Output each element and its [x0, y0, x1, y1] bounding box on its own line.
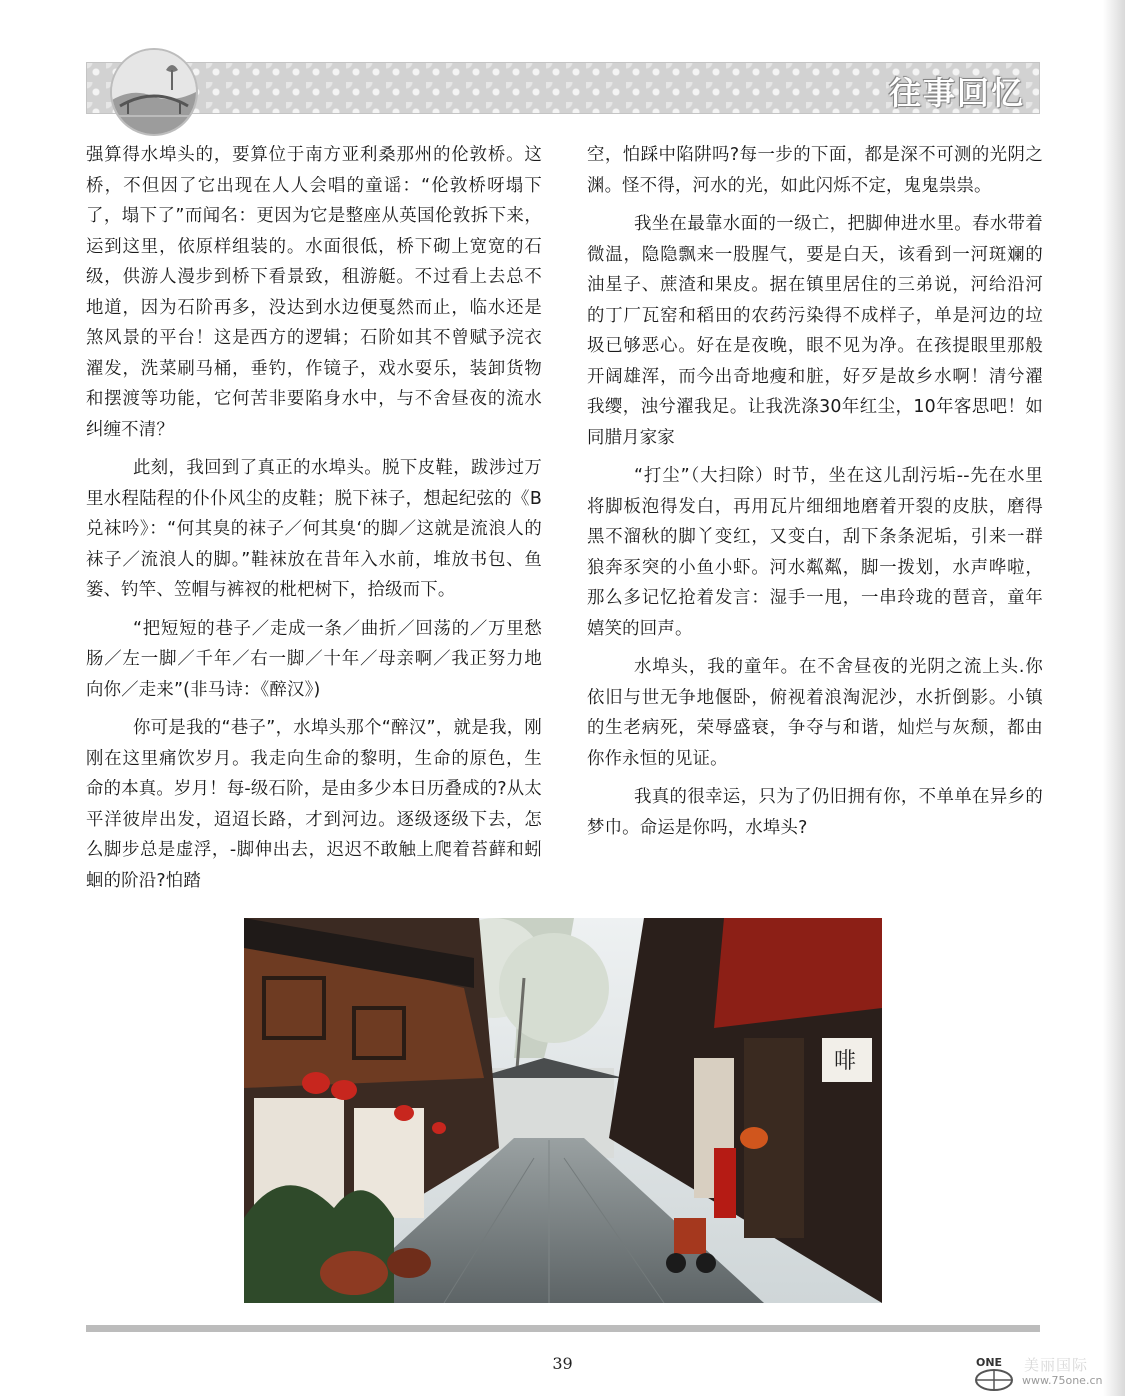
watermark-logo-text: ONE: [976, 1356, 1003, 1369]
paragraph: 强算得水埠头的，要算位于南方亚利桑那州的伦敦桥。这桥，不但因了它出现在人人会唱的童谣：“伦敦桥呀塌下了，塌下了”而闻名：更因为它是整座从英国伦敦拆下来，运到这里，依原样组装的。水面很低，桥下砌上宽宽的石级，供游人漫步到桥下看景致，租游艇。不过看上去总不地道，因为石阶再多，没达到水边便戛然而止，临水还是煞风景的平台！这是西方的逻辑；石阶如其不曾赋予浣衣濯发，洗菜刷马桶，垂钓，作镜子，戏水耍乐，装卸货物和摆渡等功能，它何苦非要陷身水中，与不舍昼夜的流水纠缠不清？: [86, 145, 542, 440]
paragraph: 水埠头，我的童年。在不舍昼夜的光阴之流上头.你依旧与世无争地偃卧，俯视着浪淘泥沙，水折倒影。小镇的生老病死，荣辱盛衰，争夺与和谐，灿烂与灰颓，都由你作永恒的见证。: [587, 657, 1043, 769]
page-edge-shadow: [1103, 0, 1125, 1396]
paragraph: 你可是我的“巷子”，水埠头那个“醉汉”，就是我，刚刚在这里痛饮岁月。我走向生命的黎明，生命的原色，生命的本真。岁月！每-级石阶，是由多少本日历叠成的?从太平洋彼岸出发，迢迢长路，才到河边。逐级逐级下去，怎么脚步总是虚浮，-脚伸出去，迟迟不敢触上爬着苔藓和蚓蛔的阶沿?怕踏: [86, 718, 542, 891]
globe-logo-icon: [968, 1354, 1020, 1392]
header-medallion-image: [110, 48, 198, 136]
old-town-street-photo: [244, 918, 882, 1303]
site-watermark: [960, 1352, 1125, 1396]
paragraph: 此刻，我回到了真正的水埠头。脱下皮鞋，跋涉过万里水程陆程的仆仆风尘的皮鞋；脱下袜子，想起纪弦的《B兑袜吟》：“何其臭的袜子／何其臭‘的脚／这就是流浪人的袜子／流浪人的脚。”鞋袜放在昔年入水前，堆放书包、鱼篓、钓竿、笠帽与裤衩的枇杷树下，拾级而下。: [86, 458, 542, 600]
paragraph: 我真的很幸运，只为了仍旧拥有你，不单单在异乡的梦巾。命运是你吗，水埠头?: [587, 787, 1043, 838]
landscape-sketch-icon: [112, 50, 196, 134]
paragraph: 空，怕踩中陷阱吗?每一步的下面，都是深不可测的光阴之渊。怪不得，河水的光，如此闪烁不定，鬼鬼祟祟。: [587, 145, 1043, 196]
watermark-site-name: 美丽国际: [1024, 1356, 1089, 1374]
footer-rule: [86, 1325, 1040, 1332]
shop-sign-text: 啡: [834, 1049, 857, 1074]
paragraph: 我坐在最靠水面的一级亡，把脚伸进水里。春水带着微温，隐隐飘来一股腥气，要是白天，该看到一河斑斓的油星子、蔗渣和果皮。据在镇里居住的三弟说，河给沿河的丁厂瓦窑和稻田的农药污染得不成样子，单是河边的垃圾已够恶心。好在是夜晚，眼不见为净。在孩提眼里那般开阔雄浑，而今出奇地瘦和脏，好歹是故乡水啊！清兮濯我缨，浊兮濯我足。让我洗涤30年红尘，10年客思吧！如同腊月家家: [587, 214, 1043, 448]
left-text-column: [86, 140, 542, 904]
paragraph: “打尘”（大扫除）时节，坐在这儿刮污垢--先在水里将脚板泡得发白，再用瓦片细细地磨着开裂的皮肤，磨得黑不溜秋的脚丫变红，又变白，刮下条条泥垢，引来一群狼奔豕突的小鱼小虾。河水粼粼，脚一拨划，水声哗啦，那么多记忆抢着发言：湿手一甩，一串玲珑的琶音，童年嬉笑的回声。: [587, 466, 1043, 639]
right-text-column: [587, 140, 1043, 851]
watermark-url: www.75one.cn: [1022, 1374, 1103, 1387]
page-number: 39: [552, 1354, 573, 1373]
paragraph: “把短短的巷子／走成一条／曲折／回荡的／万里愁肠／左一脚／千年／右一脚／十年／母亲啊／我正努力地向你／走来”(非马诗：《醉汉》): [86, 618, 542, 700]
section-title: 往事回忆: [888, 74, 1025, 112]
street-scene-illustration: [244, 918, 882, 1303]
